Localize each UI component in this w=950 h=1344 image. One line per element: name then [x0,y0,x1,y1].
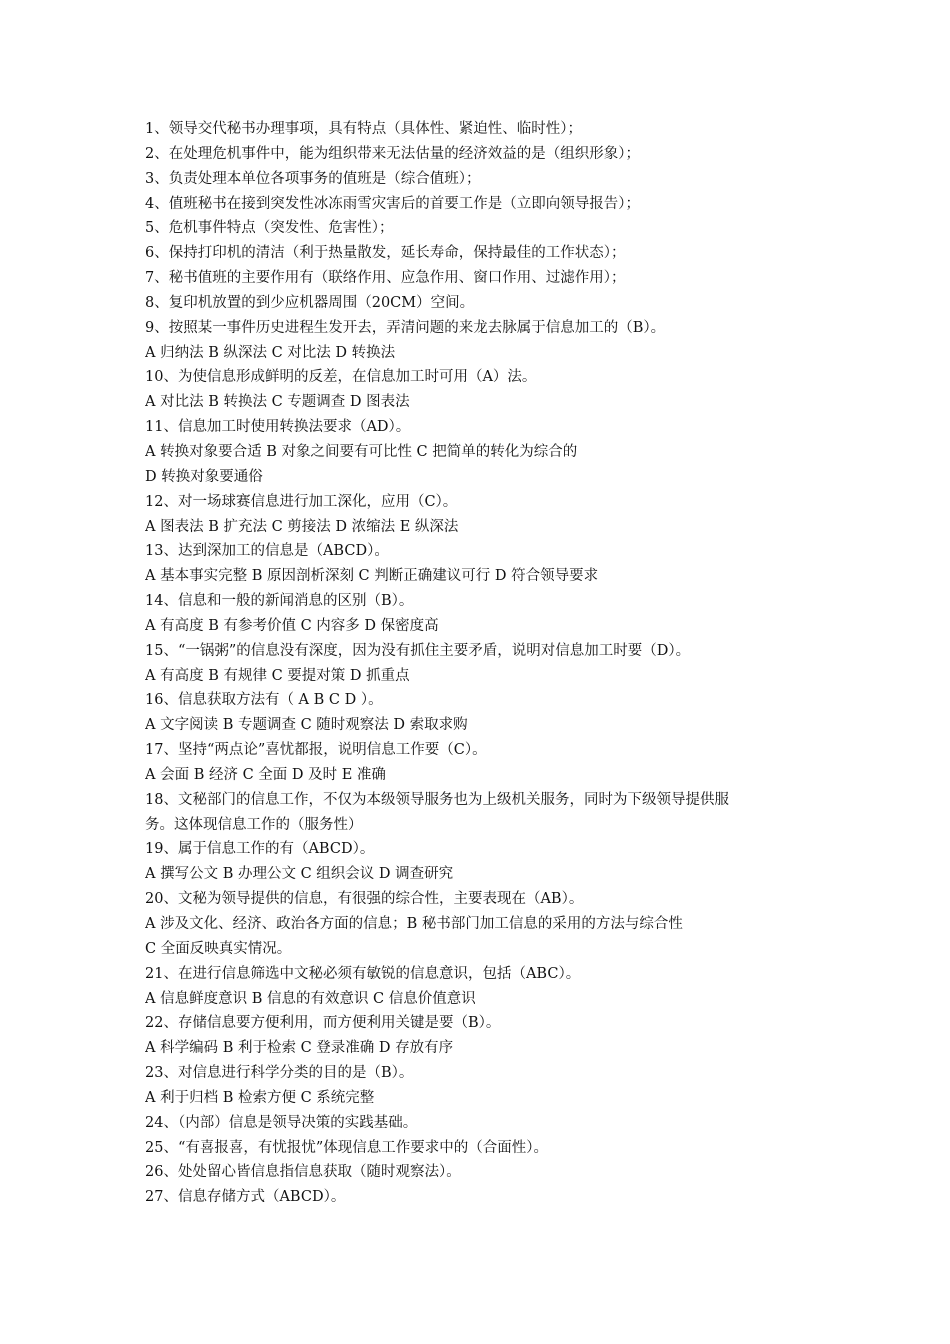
text-line: 8、复印机放置的到少应机器周围（20CM）空间。 [145,294,475,311]
text-line: A 信息鲜度意识 B 信息的有效意识 C 信息价值意识 [145,990,476,1007]
text-line: 22、存储信息要方便利用，而方便利用关键是要（B）。 [145,1015,501,1032]
text-line: 12、对一场球赛信息进行加工深化，应用（C）。 [145,493,458,510]
text-line: 9、按照某一事件历史进程生发开去，弄清问题的来龙去脉属于信息加工的（B）。 [145,319,666,336]
text-line: C 全面反映真实情况。 [145,940,292,957]
text-line: 11、信息加工时使用转换法要求（AD）。 [145,419,411,436]
text-line: 5、危机事件特点（突发性、危害性）； [145,220,394,237]
text-line: A 涉及文化、经济、政治各方面的信息；B 秘书部门加工信息的采用的方法与综合性 [145,916,683,932]
text-line: A 基本事实完整 B 原因剖析深刻 C 判断正确建议可行 D 符合领导要求 [145,568,599,585]
text-line: A 图表法 B 扩充法 C 剪接法 D 浓缩法 E 纵深法 [145,518,459,535]
text-line: 24、（内部）信息是领导决策的实践基础。 [145,1114,418,1131]
text-line: 26、处处留心皆信息指信息获取（随时观察法）。 [145,1164,461,1181]
text-line: 3、负责处理本单位各项事务的值班是（综合值班）； [145,170,481,187]
text-line: 2、在处理危机事件中，能为组织带来无法估量的经济效益的是（组织形象）； [145,145,640,162]
text-line: A 利于归档 B 检索方便 C 系统完整 [145,1089,375,1106]
text-line: 21、在进行信息筛选中文秘必须有敏锐的信息意识，包括（ABC）。 [145,965,581,982]
text-line: A 转换对象要合适 B 对象之间要有可比性 C 把简单的转化为综合的 [145,443,578,460]
text-line: 27、信息存储方式（ABCD）。 [145,1189,346,1206]
text-line: 13、达到深加工的信息是（ABCD）。 [145,543,389,560]
text-line: 17、坚持“两点论”喜忧都报，说明信息工作要（C）。 [145,742,487,759]
text-line: 25、“有喜报喜，有忧报忧”体现信息工作要求中的（合面性）。 [145,1139,549,1156]
text-line: 务。这体现信息工作的（服务性） [145,816,363,833]
text-line: 18、文秘部门的信息工作，不仅为本级领导服务也为上级机关服务，同时为下级领导提供服 [145,791,729,808]
text-line: 23、对信息进行科学分类的目的是（B）。 [145,1065,414,1082]
text-line: 10、为使信息形成鲜明的反差，在信息加工时可用（A）法。 [145,369,537,386]
text-line: A 会面 B 经济 C 全面 D 及时 E 准确 [145,766,386,783]
text-line: 16、信息获取方法有（ A B C D ）。 [145,692,383,709]
text-line: A 有高度 B 有规律 C 要提对策 D 抓重点 [145,667,410,684]
text-line: A 归纳法 B 纵深法 C 对比法 D 转换法 [145,344,396,361]
text-line: 6、保持打印机的清洁（利于热量散发，延长寿命，保持最佳的工作状态）； [145,245,626,262]
text-line: 15、“一锅粥”的信息没有深度，因为没有抓住主要矛盾，说明对信息加工时要（D）。 [145,642,691,659]
text-line: 7、秘书值班的主要作用有（联络作用、应急作用、窗口作用、过滤作用）； [145,270,626,287]
text-line: A 撰写公文 B 办理公文 C 组织会议 D 调查研究 [145,866,454,883]
text-line: A 对比法 B 转换法 C 专题调查 D 图表法 [145,394,410,411]
text-line: 20、文秘为领导提供的信息，有很强的综合性，主要表现在（AB）。 [145,891,584,908]
document-body [145,117,835,1210]
text-line: A 文字阅读 B 专题调查 C 随时观察法 D 索取求购 [145,717,468,734]
text-line: 19、属于信息工作的有（ABCD）。 [145,841,375,858]
text-line: D 转换对象要通俗 [145,468,263,485]
text-line: A 科学编码 B 利于检索 C 登录准确 D 存放有序 [145,1040,454,1057]
text-line: A 有高度 B 有参考价值 C 内容多 D 保密度高 [145,617,439,634]
text-line: 14、信息和一般的新闻消息的区别（B）。 [145,593,414,610]
text-line: 1、领导交代秘书办理事项，具有特点（具体性、紧迫性、临时性）； [145,121,582,137]
text-line: 4、值班秘书在接到突发性冰冻雨雪灾害后的首要工作是（立即向领导报告）； [145,195,640,212]
